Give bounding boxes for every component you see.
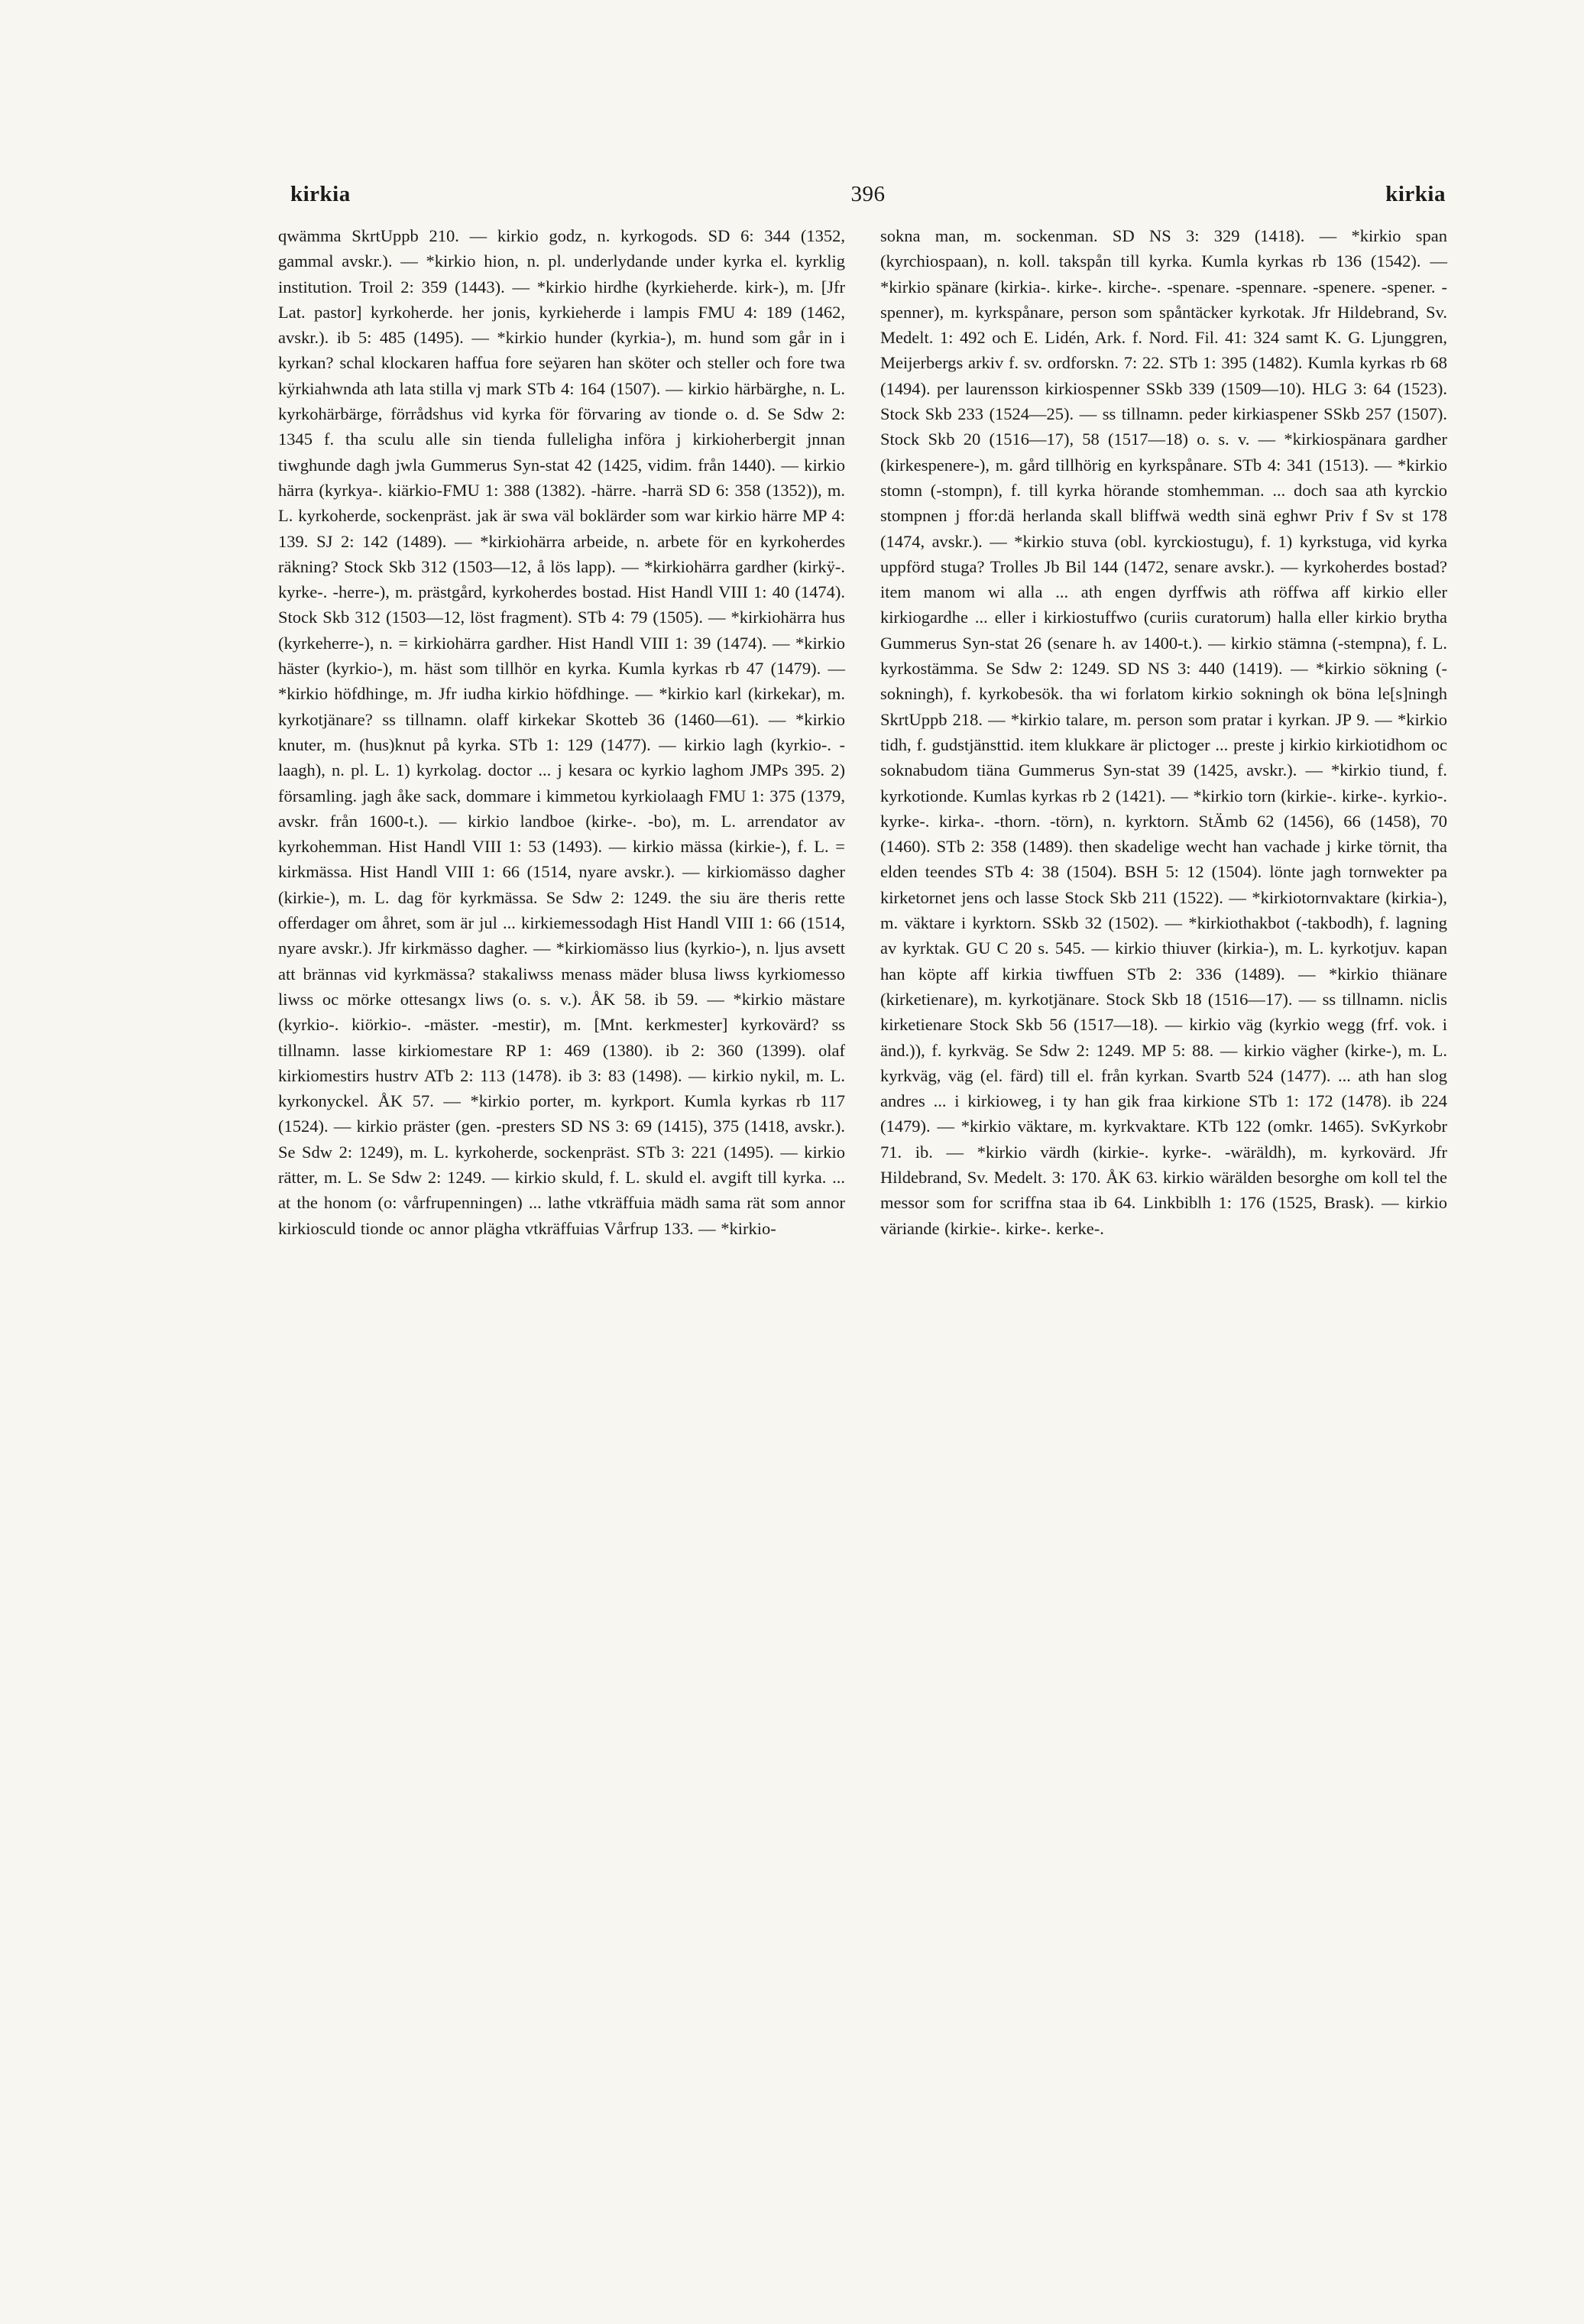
right-column-text: sokna man, m. sockenman. SD NS 3: 329 (1418). — *kirkio span (kyrchiospaan), n. koll. takspån till kyrka. Kumla kyrkas rb 136 (1542). — *kirkio spänare (kirkia-. kirke-. kirche-. -spenare. -spennare. -spenere. -spener. -spenner), m. kyrkspånare, person som spåntäcker kyrkotak. Jfr Hildebrand, Sv. Medelt. 1: 492 och E. Lidén, Ark. f. Nord. Fil. 41: 324 samt K. G. Ljunggren, Meijerbergs arkiv f. sv. ordforskn. 7: 22. STb 1: 395 (1482). Kumla kyrkas rb 68 (1494). per laurensson kirkiospenner SSkb 339 (1509—10). HLG 3: 64 (1523). Stock Skb 233 (1524—25). — ss tillnamn. peder kirkiaspener SSkb 257 (1507). Stock Skb 20 (1516—17), 58 (1517—18) o. s. v. — *kirkiospänara gardher (kirkespenere-), m. gård tillhörig en kyrkspånare. STb 4: 341 (1513). — *kirkio stomn (-stompn), f. till kyrka hörande stomhemman. ... doch saa ath kyrckio stompnen j ffor:dä herlanda skall bliffwä wedth sinä eghwr Priv f Sv st 178 (1474, avskr.). — *kirkio stuva (obl. kyrckiostugu), f. 1) kyrkstuga, vid kyrka uppförd stuga? Trolles Jb Bil 144 (1472, senare avskr.). — kyrkoherdes bostad? item manom wi alla ... ath engen dyrffwis ath röffwa aff kirkio eller kirkiogardhe ... eller i kirkiostuffwo (curiis curatorum) halla eller kirkio brytha Gummerus Syn-stat 26 (senare h. av 1400-t.). — kirkio stämna (-stempna), f. L. kyrkostämma. Se Sdw 2: 1249. SD NS 3: 440 (1419). — *kirkio sökning (-sokningh), f. kyrkobesök. tha wi forlatom kirkio sokningh ok böna le[s]ningh SkrtUppb 218. — *kirkio talare, m. person som pratar i kyrkan. JP 9. — *kirkio tidh, f. gudstjänsttid. item klukkare är plictoger ... preste j kirkio kirkiotidhom oc soknabudom tiäna Gummerus Syn-stat 39 (1425, avskr.). — *kirkio tiund, f. kyrkotionde. Kumlas kyrkas rb 2 (1421). — *kirkio torn (kirkie-. kirke-. kyrkio-. kyrke-. kirka-. -thorn. -törn), n. kyrktorn. StÄmb 62 (1456), 66 (1458), 70 (1460). STb 2: 358 (1489). then skadelige wecht han vachade j kirke törnit, tha elden teendes STb 4: 38 (1504). BSH 5: 12 (1504). lönte jagh tornwekter pa kirketornet jens och lasse Stock Skb 211 (1522). — *kirkiotornvaktare (kirkia-), m. väktare i kyrktorn. SSkb 32 (1502). — *kirkiothakbot (-takbodh), f. lagning av kyrktak. GU C 20 s. 545. — kirkio thiuver (kirkia-), m. L. kyrkotjuv. kapan han köpte aff kirkia tiwffuen STb 2: 336 (1489). — *kirkio thiänare (kirketienare), m. kyrkotjänare. Stock Skb 18 (1516—17). — ss tillnamn. niclis kirketienare Stock Skb 56 (1517—18). — kirkio väg (kyrkio wegg (frf. vok. i änd.)), f. kyrkväg. Se Sdw 2: 1249. MP 5: 88. — kirkio vägher (kirke-), m. L. kyrkväg, väg (el. färd) till el. från kyrkan. Svartb 524 (1477). ... ath han slog andres ... i kirkioweg, i ty han gik fraa kirkione STb 1: 172 (1478). ib 224 (1479). — *kirkio väktare, m. kyrkvaktare. KTb 122 (omkr. 1465). SvKyrkobr 71. ib. — *kirkio värdh (kirkie-. kyrke-. -wäräldh), m. kyrkovärd. Jfr Hildebrand, Sv. Medelt. 3: 170. ÅK 63. kirkio wärälden besorghe om koll tel the messor som for scriffna staa ib 64. Linkbiblh 1: 176 (1525, Brask). — kirkio väriande (kirkie-. kirke-. kerke-. [880, 226, 1447, 1238]
right-guide-word: kirkia [1385, 182, 1446, 206]
left-guide-word: kirkia [290, 182, 351, 206]
right-column [880, 223, 1447, 1241]
left-column-text: qwämma SkrtUppb 210. — kirkio godz, n. kyrkogods. SD 6: 344 (1352, gammal avskr.). — *kirkio hion, n. pl. underlydande under kyrka el. kyrklig institution. Troil 2: 359 (1443). — *kirkio hirdhe (kyrkieherde. kirk-), m. [Jfr Lat. pastor] kyrkoherde. her jonis, kyrkieherde i lampis FMU 4: 189 (1462, avskr.). ib 5: 485 (1495). — *kirkio hunder (kyrkia-), m. hund som går in i kyrkan? schal klockaren haffua fore seÿaren han sköter och steller och fore twa kÿrkiahwnda ath lata stilla vj mark STb 4: 164 (1507). — kirkio härbärghe, n. L. kyrkohärbärge, förrådshus vid kyrka för förvaring av tionde o. d. Se Sdw 2: 1345 f. tha sculu alle sin tienda fulleligha införa j kirkioherbergit jnnan tiwghunde dagh jwla Gummerus Syn-stat 42 (1425, vidim. från 1440). — kirkio härra (kyrkya-. kiärkio-FMU 1: 388 (1382). -härre. -harrä SD 6: 358 (1352)), m. L. kyrkoherde, sockenpräst. jak är swa väl boklärder som war kirkio härre MP 4: 139. SJ 2: 142 (1489). — *kirkiohärra arbeide, n. arbete för en kyrkoherdes räkning? Stock Skb 312 (1503—12, å lös lapp). — *kirkiohärra gardher (kirkÿ-. kyrke-. -herre-), m. prästgård, kyrkoherdes bostad. Hist Handl VIII 1: 40 (1474). Stock Skb 312 (1503—12, löst fragment). STb 4: 79 (1505). — *kirkiohärra hus (kyrkeherre-), n. = kirkiohärra gardher. Hist Handl VIII 1: 39 (1474). — *kirkio häster (kyrkio-), m. häst som tillhör en kyrka. Kumla kyrkas rb 47 (1479). — *kirkio höfdhinge, m. Jfr iudha kirkio höfdhinge. — *kirkio karl (kirkekar), m. kyrkotjänare? ss tillnamn. olaff kirkekar Skotteb 36 (1460—61). — *kirkio knuter, m. (hus)knut på kyrka. STb 1: 129 (1477). — kirkio lagh (kyrkio-. -laagh), n. pl. L. 1) kyrkolag. doctor ... j kesara oc kyrkio laghom JMPs 395. 2) församling. jagh åke sack, dommare i kimmetou kyrkiolaagh FMU 1: 375 (1379, avskr. från 1600-t.). — kirkio landboe (kirke-. -bo), m. L. arrendator av kyrkohemman. Hist Handl VIII 1: 53 (1493). — kirkio mässa (kirkie-), f. L. = kirkmässa. Hist Handl VIII 1: 66 (1514, nyare avskr.). — kirkiomässo dagher (kirkie-), m. L. dag för kyrkmässa. Se Sdw 2: 1249. the siu äre theris rette offerdager om åhret, som är jul ... kirkiemessodagh Hist Handl VIII 1: 66 (1514, nyare avskr.). Jfr kirkmässo dagher. — *kirkiomässo lius (kyrkio-), n. ljus avsett att brännas vid kyrkmässa? stakaliwss menass mäder blusa liwss kyrkiomesso liwss oc mörke ottesangx liws (o. s. v.). ÅK 58. ib 59. — *kirkio mästare (kyrkio-. kiörkio-. -mäster. -mestir), m. [Mnt. kerkmester] kyrkovärd? ss tillnamn. lasse kirkiomestare RP 1: 469 (1380). ib 2: 360 (1399). olaf kirkiomestirs hustrv ATb 2: 113 (1478). ib 3: 83 (1498). — kirkio nykil, m. L. kyrkonyckel. ÅK 57. — *kirkio porter, m. kyrkport. Kumla kyrkas rb 117 (1524). — kirkio präster (gen. -presters SD NS 3: 69 (1415), 375 (1418, avskr.). Se Sdw 2: 1249), m. L. kyrkoherde, sockenpräst. STb 3: 221 (1495). — kirkio rätter, m. L. Se Sdw 2: 1249. — kirkio skuld, f. L. skuld el. avgift till kyrka. ... at the honom (o: vårfrupenningen) ... lathe vtkräffuia mädh sama rät som annor kirkiosculd tionde oc annor plägha vtkräffuias Vårfrup 133. — *kirkio- [278, 226, 845, 1238]
running-header [290, 182, 1446, 212]
page-number: 396 [850, 182, 886, 206]
left-column [278, 223, 845, 1241]
